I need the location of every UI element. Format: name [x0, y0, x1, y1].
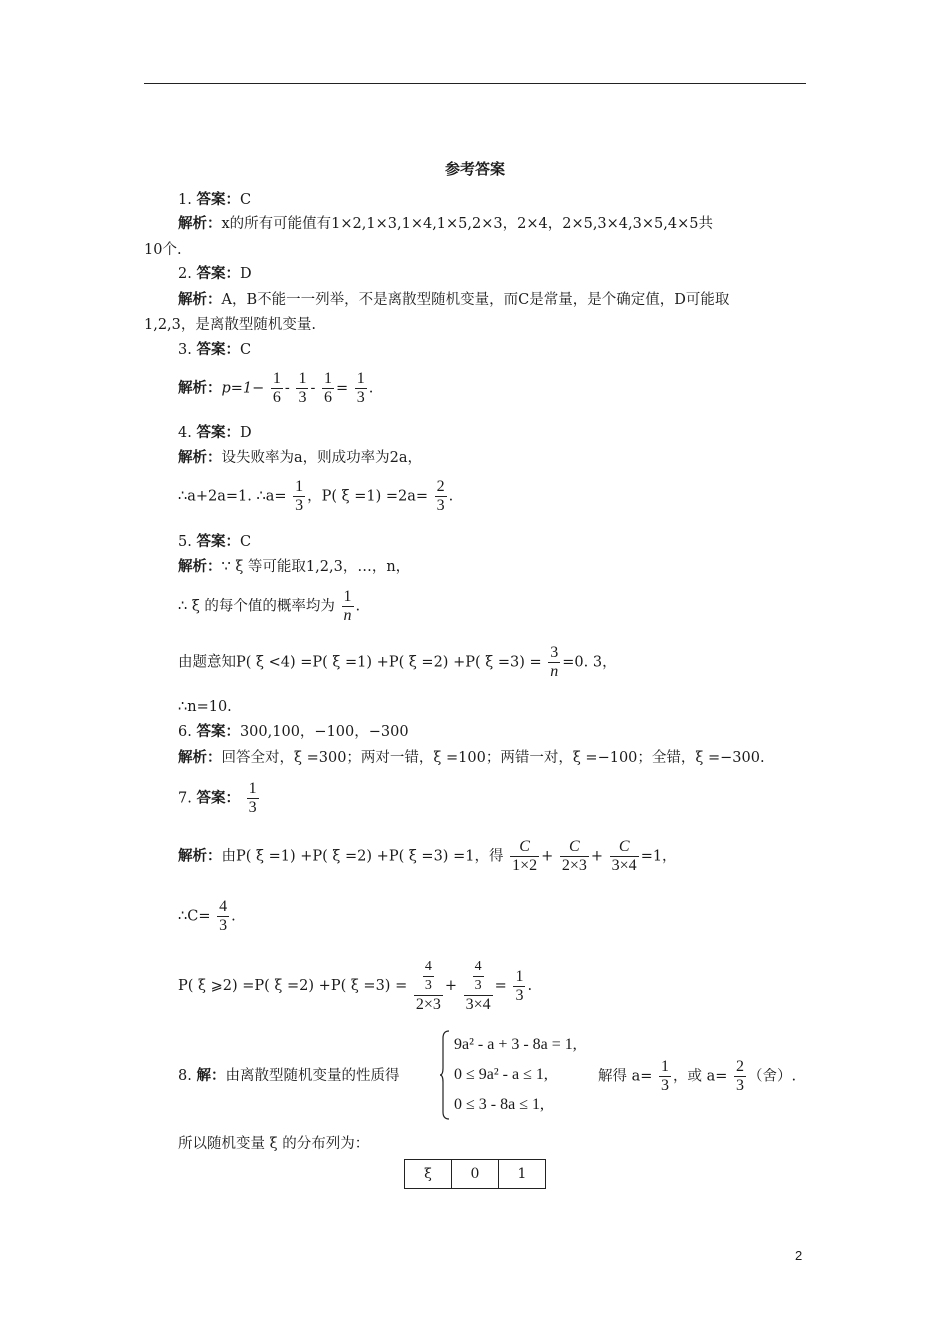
explanation-5-line2: ∴ ξ 的每个值的概率均为 $\frac{1}{n}$ .	[178, 588, 361, 624]
fraction: $\frac{1}{6}$	[323, 370, 332, 406]
answer-4: 4. 答案：D	[178, 424, 252, 441]
answer-5: 5. 答案：C	[178, 533, 252, 550]
compound-fraction: $\frac{\frac{4}{3}}{2\times 3}$	[415, 959, 441, 1013]
fraction: $\frac{1}{3}$	[295, 478, 304, 514]
fraction: $\frac{1}{n}$	[343, 588, 352, 624]
table-cell: 0	[452, 1160, 499, 1189]
answer-7: 7. 答案： $\frac{1}{3}$	[178, 780, 257, 816]
table-row	[405, 1160, 546, 1189]
compound-fraction: $\frac{\frac{4}{3}}{3\times 4}$	[465, 959, 491, 1013]
explanation-4: 解析：设失败率为a，则成功率为2a，	[178, 449, 423, 466]
left-brace-icon	[440, 1030, 450, 1120]
fraction: $\frac{1}{3}$	[661, 1058, 670, 1094]
explanation-7: 解析：由P( ξ =1) +P( ξ =2) +P( ξ =3) =1，得 $\frac{C}{1\times 2}$ + $\frac{C}{2\times 3}$ + $\frac{C}{3\times 4}$ =1，	[178, 838, 677, 874]
table-cell: ξ	[405, 1160, 452, 1189]
distribution-table	[404, 1159, 546, 1189]
explanation-1-cont: 10个.	[144, 242, 182, 258]
explanation-6: 解析：回答全对，ξ =300；两对一错，ξ =100；两错一对，ξ =−100；全错，ξ =−300.	[178, 749, 765, 766]
fraction: $\frac{1}{3}$	[298, 370, 307, 406]
explanation-2-cont: 1,2,3，是离散型随机变量.	[144, 317, 317, 333]
fraction: $\frac{4}{3}$	[219, 898, 228, 934]
answer-1: 1. 答案：C	[178, 191, 252, 208]
explanation-5-line4: ∴n=10.	[178, 699, 232, 715]
page-title: 参考答案	[444, 160, 505, 178]
system-eq-3: 0 ≤ 3 - 8a ≤ 1,	[454, 1096, 544, 1113]
fraction: $\frac{3}{n}$	[550, 644, 559, 680]
solution-8-result: 解得 a= $\frac{1}{3}$ ，或 a= $\frac{2}{3}$ （舍）.	[598, 1058, 797, 1094]
explanation-5-line3: 由题意知P( ξ <4) =P( ξ =1) +P( ξ =2) +P( ξ =3) = $\frac{3}{n}$ =0. 3，	[178, 644, 617, 680]
explanation-1: 解析：x的所有可能值有1×2,1×3,1×4,1×5,2×3，2×4，2×5,3×4,3×5,4×5共	[178, 215, 713, 232]
equation-system	[440, 1030, 600, 1120]
solution-8: 8. 解：由离散型随机变量的性质得	[178, 1067, 400, 1084]
fraction: $\frac{2}{3}$	[736, 1058, 745, 1094]
answer-6: 6. 答案：300,100，−100，−300	[178, 723, 409, 740]
fraction: $\frac{1}{3}$	[356, 370, 365, 406]
explanation-5: 解析：∵ ξ 等可能取1,2,3，…，n，	[178, 558, 411, 575]
fraction: $\frac{1}{3}$	[515, 967, 524, 1004]
explanation-7-line2: ∴C= $\frac{4}{3}$ .	[178, 898, 236, 934]
explanation-3: 解析：p=1− $\frac{1}{6}$ - $\frac{1}{3}$ - $\frac{1}{6}$ = $\frac{1}{3}$ .	[178, 370, 374, 406]
distribution-intro: 所以随机变量 ξ 的分布列为：	[178, 1136, 370, 1152]
system-eq-1: 9a² - a + 3 - 8a = 1,	[454, 1036, 577, 1053]
table-cell: 1	[499, 1160, 546, 1189]
explanation-4-line2: ∴a+2a=1. ∴a= $\frac{1}{3}$ ，P( ξ =1) =2a= $\frac{2}{3}$ .	[178, 478, 454, 514]
fraction: $\frac{C}{2\times 3}$	[561, 838, 587, 874]
fraction: $\frac{1}{6}$	[272, 370, 281, 406]
answer-2: 2. 答案：D	[178, 265, 252, 282]
fraction: $\frac{C}{3\times 4}$	[611, 838, 637, 874]
system-eq-2: 0 ≤ 9a² - a ≤ 1,	[454, 1066, 548, 1083]
explanation-7-line3: P( ξ ⩾2) =P( ξ =2) +P( ξ =3) = $\frac{\frac{4}{3}}{2\times 3}$ + $\frac{\frac{4}{3}}{3\times 4}$ = $\frac{1}{3}$ .	[178, 959, 533, 1013]
answer-3: 3. 答案：C	[178, 341, 252, 358]
page-number: 2	[795, 1248, 803, 1263]
fraction: $\frac{2}{3}$	[436, 478, 445, 514]
fraction: $\frac{1}{3}$	[248, 780, 257, 816]
explanation-2: 解析：A，B不能一一列举，不是离散型随机变量，而C是常量，是个确定值，D可能取	[178, 291, 730, 308]
fraction: $\frac{C}{1\times 2}$	[512, 838, 538, 874]
header-rule	[144, 83, 806, 84]
